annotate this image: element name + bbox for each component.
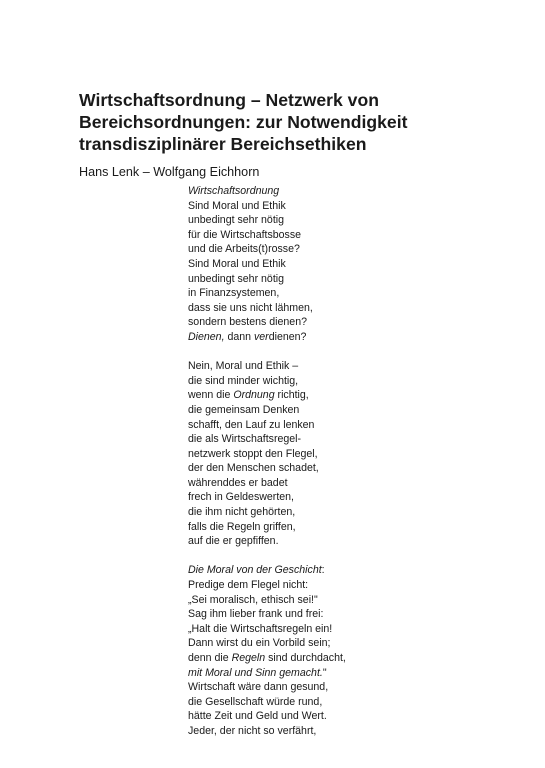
poem-line: die ihm nicht gehörten, xyxy=(188,506,296,519)
poem-text: " xyxy=(322,666,327,679)
poem-stanza-1 xyxy=(188,184,448,345)
poem-line: die gemeinsam Denken xyxy=(188,403,300,416)
poem xyxy=(188,184,448,739)
poem-emphasis: Regeln xyxy=(231,652,266,664)
poem-line: und die Arbeits(t)rosse? xyxy=(188,243,300,256)
poem-text: dann xyxy=(224,330,254,343)
poem-line: Jeder, der nicht so verfährt, xyxy=(188,724,317,737)
poem-line: frech in Geldeswerten, xyxy=(188,491,294,504)
poem-line xyxy=(188,651,448,666)
poem-line xyxy=(188,184,448,199)
poem-line: der den Menschen schadet, xyxy=(188,462,319,475)
poem-line: Dann wirst du ein Vorbild sein; xyxy=(188,637,331,650)
poem-line: netzwerk stoppt den Flegel, xyxy=(188,447,318,460)
poem-line: Sag ihm lieber frank und frei: xyxy=(188,608,324,621)
poem-emphasis: Dienen, xyxy=(188,330,225,343)
poem-line: unbedingt sehr nötig xyxy=(188,214,285,227)
poem-line: die als Wirtschaftsregel- xyxy=(188,433,302,446)
title-line: transdisziplinärer Bereichsethiken xyxy=(79,134,367,154)
poem-text: wenn die xyxy=(188,389,234,402)
title-line: Bereichsordnungen: zur Notwendigkeit xyxy=(79,112,408,132)
poem-line: Wirtschaft wäre dann gesund, xyxy=(188,681,329,694)
poem-line: schafft, den Lauf zu lenken xyxy=(188,418,315,431)
poem-line: falls die Regeln griffen, xyxy=(188,520,296,533)
poem-line: auf die er gepfiffen. xyxy=(188,535,279,548)
poem-text: richtig, xyxy=(274,389,309,402)
poem-stanza-2 xyxy=(188,359,448,549)
poem-line: in Finanzsystemen, xyxy=(188,287,280,300)
poem-line: Sind Moral und Ethik xyxy=(188,199,286,212)
author-line: Hans Lenk – Wolfgang Eichhorn xyxy=(79,165,260,179)
poem-line xyxy=(188,330,448,345)
poem-text: denn die xyxy=(188,652,232,664)
poem-line: währenddes er badet xyxy=(188,476,288,489)
title-line: Wirtschaftsordnung – Netzwerk von xyxy=(79,90,379,110)
poem-line: Predige dem Flegel nicht: xyxy=(188,579,309,592)
poem-line xyxy=(188,666,448,681)
poem-heading: Wirtschaftsordnung xyxy=(188,185,280,197)
poem-line: für die Wirtschaftsbosse xyxy=(188,228,302,241)
poem-line: die Gesellschaft würde rund, xyxy=(188,695,323,708)
poem-emphasis: mit Moral und Sinn gemacht. xyxy=(188,666,323,679)
poem-line xyxy=(188,563,448,578)
poem-emphasis: Ordnung xyxy=(233,389,275,402)
poem-line xyxy=(188,388,448,403)
poem-text: dienen? xyxy=(268,330,307,343)
poem-line: Sind Moral und Ethik xyxy=(188,257,286,270)
article-title xyxy=(79,89,519,155)
poem-line: dass sie uns nicht lähmen, xyxy=(188,301,313,314)
poem-line: sondern bestens dienen? xyxy=(188,316,307,329)
poem-line: die sind minder wichtig, xyxy=(188,374,299,387)
poem-text: sind durchdacht, xyxy=(265,652,346,664)
poem-line: unbedingt sehr nötig xyxy=(188,272,285,285)
poem-stanza-3 xyxy=(188,563,448,738)
poem-line: „Halt die Wirtschaftsregeln ein! xyxy=(188,622,333,635)
poem-line: Nein, Moral und Ethik – xyxy=(188,360,299,373)
poem-emphasis: ver xyxy=(253,330,269,343)
poem-line: hätte Zeit und Geld und Wert. xyxy=(188,710,327,723)
poem-line: „Sei moralisch, ethisch sei!" xyxy=(188,593,318,606)
poem-text: : xyxy=(321,564,325,577)
poem-emphasis: Die Moral von der Geschicht xyxy=(188,564,322,577)
